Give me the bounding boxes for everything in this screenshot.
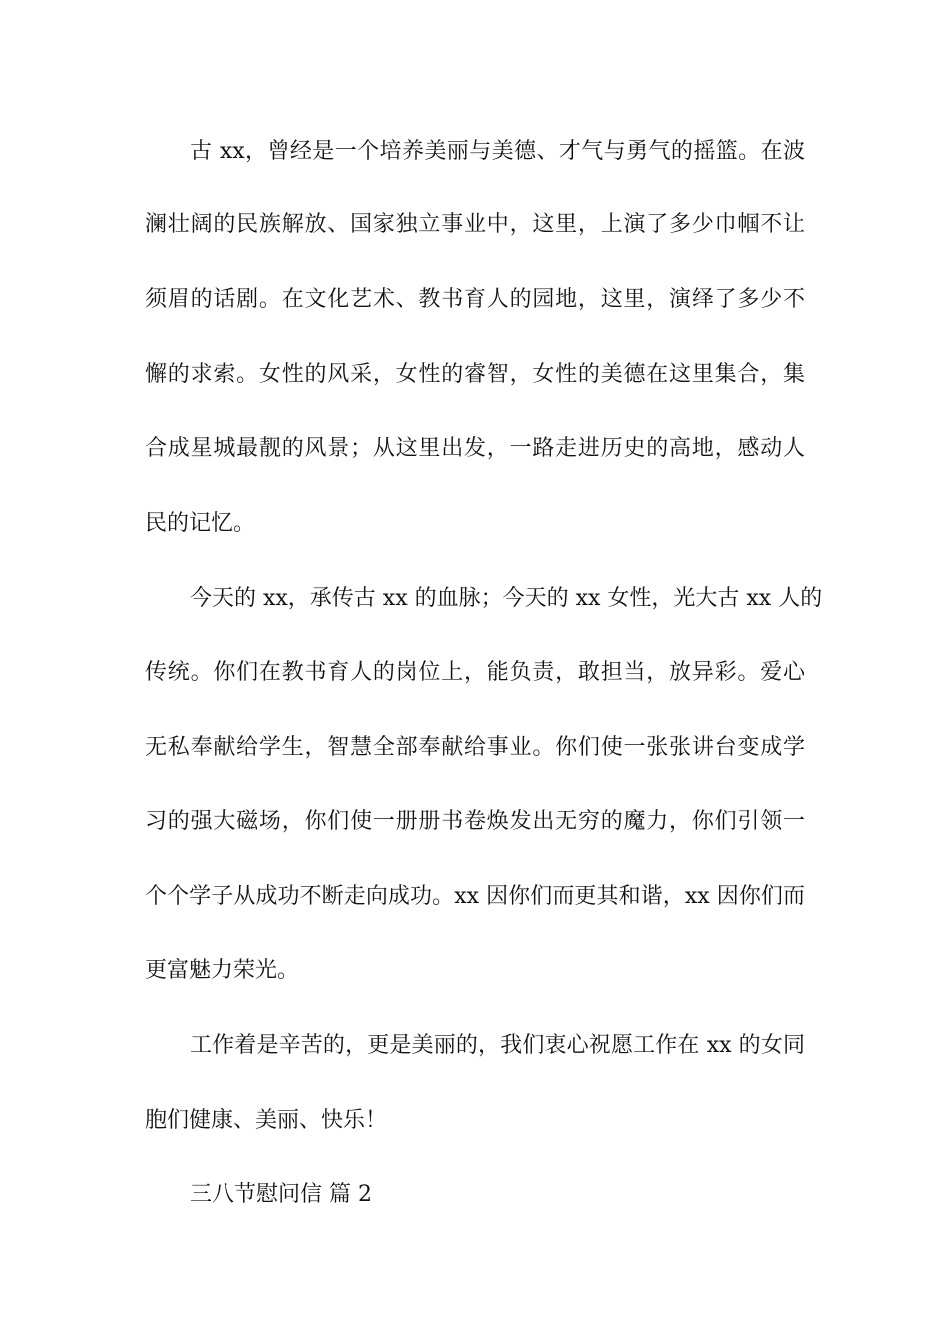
paragraph-1-line-2: 澜壮阔的民族解放、国家独立事业中，这里，上演了多少巾帼不让 bbox=[145, 212, 805, 237]
paragraph-2-line-3: 无私奉献给学生，智慧全部奉献给事业。你们使一张张讲台变成学 bbox=[145, 735, 805, 760]
paragraph-3-line-2: 胞们健康、美丽、快乐！ bbox=[145, 1108, 388, 1133]
paragraph-2-line-2: 传统。你们在教书育人的岗位上，能负责，敢担当，放异彩。爱心 bbox=[145, 660, 805, 685]
paragraph-3-line-1: 工作着是辛苦的，更是美丽的，我们衷心祝愿工作在 xx 的女同 bbox=[190, 1033, 805, 1058]
paragraph-2-line-5: 个个学子从成功不断走向成功。xx 因你们而更其和谐，xx 因你们而 bbox=[145, 884, 805, 909]
paragraph-1-line-6: 民的记忆。 bbox=[145, 511, 256, 536]
paragraph-1-line-1: 古 xx，曾经是一个培养美丽与美德、才气与勇气的摇篮。在波 bbox=[190, 139, 805, 164]
paragraph-1-line-3: 须眉的话剧。在文化艺术、教书育人的园地，这里，演绎了多少不 bbox=[145, 287, 805, 312]
paragraph-2-line-4: 习的强大磁场，你们使一册册书卷焕发出无穷的魔力，你们引领一 bbox=[145, 809, 805, 834]
paragraph-1-line-4: 懈的求索。女性的风采，女性的睿智，女性的美德在这里集合，集 bbox=[145, 362, 805, 387]
section-heading: 三八节慰问信 篇 2 bbox=[190, 1182, 372, 1207]
paragraph-2-line-6: 更富魅力荣光。 bbox=[145, 958, 300, 983]
paragraph-1-line-5: 合成星城最靓的风景；从这里出发，一路走进历史的高地，感动人 bbox=[145, 436, 805, 461]
paragraph-2-line-1: 今天的 xx，承传古 xx 的血脉；今天的 xx 女性，光大古 xx 人的 bbox=[190, 586, 823, 611]
